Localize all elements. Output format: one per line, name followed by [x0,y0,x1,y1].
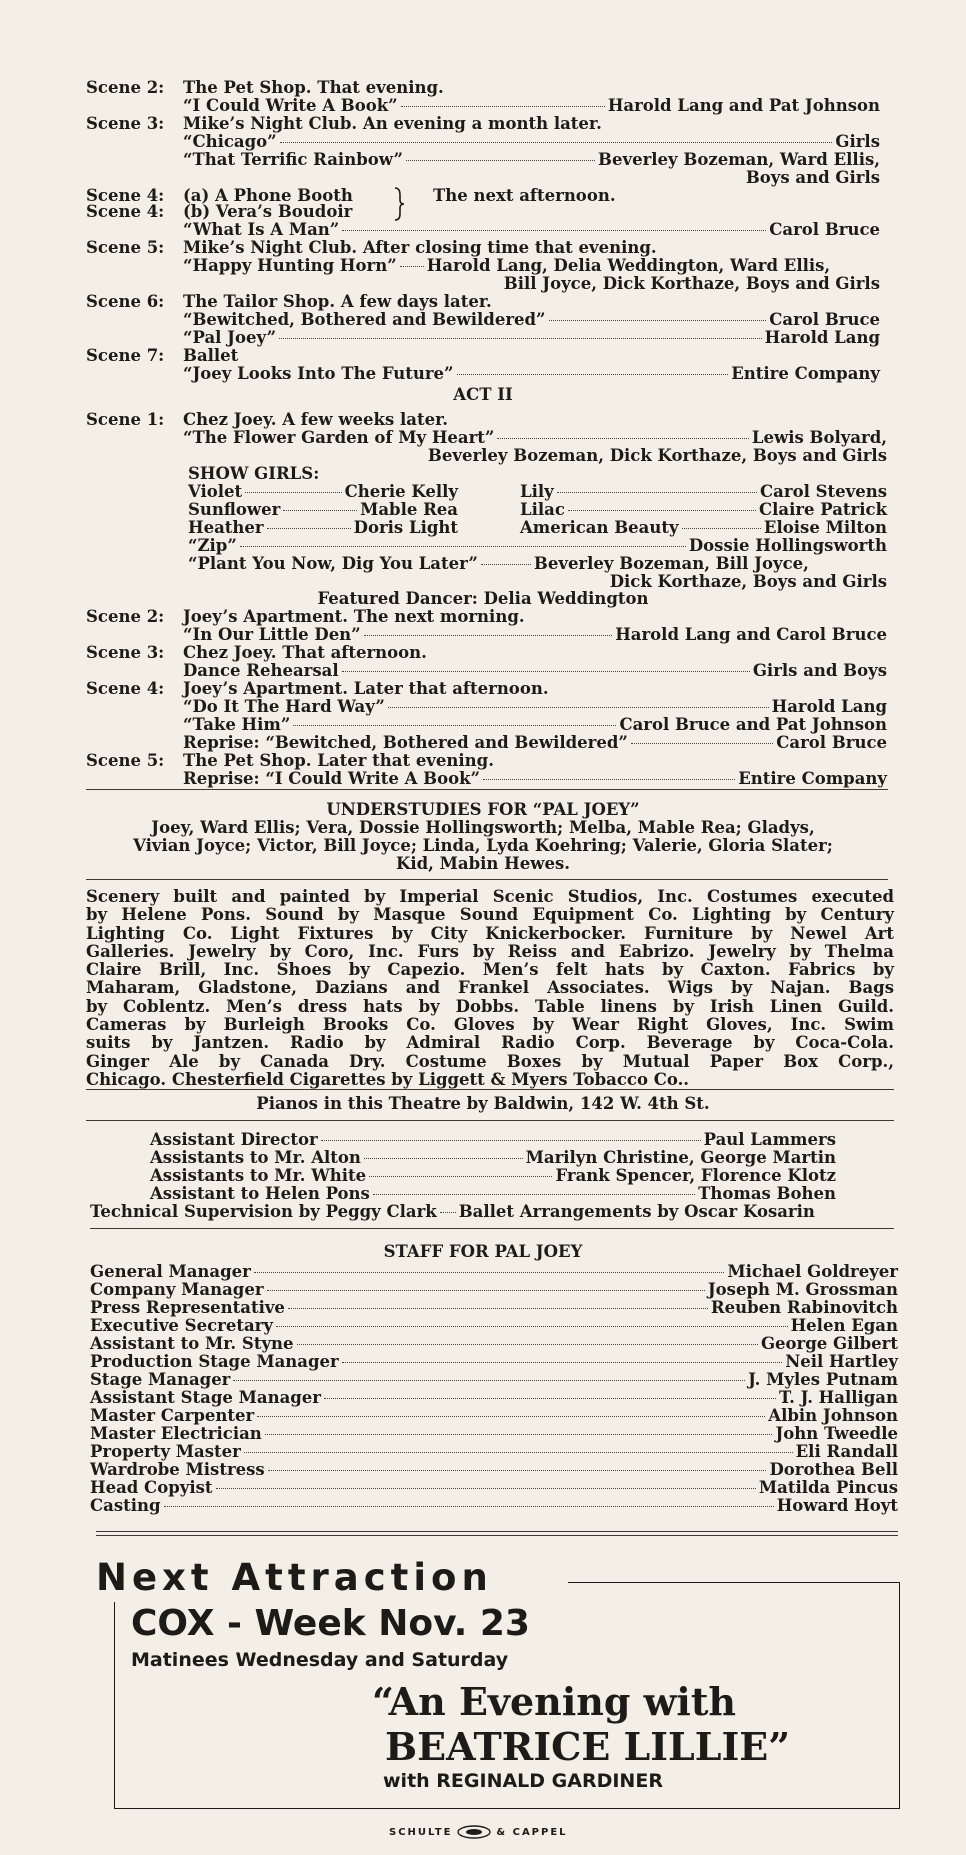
song-performers: Harold Lang [771,697,887,716]
show-girls-heading: SHOW GIRLS: [188,464,320,483]
song-performers: Beverley Bozeman, Dick Korthaze, Boys and Girls [427,446,887,465]
scene-title: Mike’s Night Club. After closing time that evening. [183,238,657,257]
credits-line: by Coblentz. Men’s dress hats by Dobbs. Table linens by Irish Linen Guild. [86,996,894,1016]
staff-name: Dorothea Bell [769,1460,898,1479]
staff-role: Casting [90,1496,161,1515]
staff-row [90,1406,898,1425]
credit-name: Frank Spencer, Florence Klotz [555,1166,836,1185]
scene-title: Joey’s Apartment. The next morning. [183,607,525,626]
staff-role: Wardrobe Mistress [90,1460,265,1479]
staff-row [90,1352,898,1371]
actor-name: Mable Rea [360,500,458,519]
song-line [183,733,887,752]
scene-label: Scene 2: [86,607,165,626]
scene-time-note: The next afternoon. [433,186,616,205]
ad-frame-right [899,1582,900,1809]
cast-line [520,482,887,501]
staff-role: Master Electrician [90,1424,262,1443]
scene-title: Ballet [183,346,239,365]
scene-label: Scene 1: [86,410,165,429]
song-performers: Carol Bruce [769,310,880,329]
credit-name: Ballet Arrangements by Oscar Kosarin [458,1202,815,1221]
staff-name: J. Myles Putnam [748,1370,898,1389]
role-name: American Beauty [520,518,679,537]
scene-label: Scene 5: [86,238,165,257]
show-title-line2: BEATRICE LILLIE” [385,1724,791,1769]
staff-row [90,1496,898,1515]
role-name: Sunflower [188,500,281,519]
credit-line [150,1148,836,1167]
song-line [183,132,880,151]
song-line [183,697,887,716]
staff-role: Company Manager [90,1280,264,1299]
understudies-text: Vivian Joyce; Victor, Bill Joyce; Linda, Lyda Koehring; Valerie, Gloria Slater; [133,836,833,855]
credit-role: Assistants to Mr. White [150,1166,367,1185]
venue-date: COX - Week Nov. 23 [131,1603,530,1644]
staff-role: Stage Manager [90,1370,231,1389]
staff-role: Production Stage Manager [90,1352,339,1371]
scene-title: The Tailor Shop. A few days later. [183,292,492,311]
staff-role: Press Representative [90,1298,285,1317]
song-performers: Lewis Bolyard, [751,428,887,447]
credit-line [90,1202,894,1221]
song-title: “That Terrific Rainbow” [183,150,404,169]
song-line [188,554,887,573]
divider [96,1535,898,1536]
actor-name: Cherie Kelly [344,482,458,501]
song-title: “Take Him” [183,715,291,734]
featured-dancer: Featured Dancer: Delia Weddington [317,589,649,608]
song-title: “Pal Joey” [183,328,277,347]
credit-line [150,1166,836,1185]
next-attraction-heading: Next Attraction [96,1556,493,1599]
staff-role: Assistant Stage Manager [90,1388,321,1407]
staff-role: Property Master [90,1442,241,1461]
song-title: “Chicago” [183,132,277,151]
staff-row [90,1334,898,1353]
printer-mark [389,1825,568,1839]
pianos-credit: Pianos in this Theatre by Baldwin, 142 W. 4th St. [256,1094,710,1113]
staff-row [90,1370,898,1389]
cast-line [520,500,887,519]
song-line [188,536,887,555]
staff-row [90,1262,898,1281]
scene-title: The Pet Shop. That evening. [183,78,444,97]
cast-line [520,518,887,537]
scene-label: Scene 4: [86,186,165,205]
staff-name: T. J. Halligan [779,1388,898,1407]
divider [86,879,888,880]
song-performers: Carol Bruce [769,220,880,239]
song-performers: Carol Bruce and Pat Johnson [619,715,887,734]
song-line [183,220,880,239]
song-performers: Beverley Bozeman, Ward Ellis, [598,150,880,169]
printer-name-right: & CAPPEL [496,1826,568,1838]
song-performers: Dick Korthaze, Boys and Girls [609,572,887,591]
staff-name: John Tweedle [775,1424,898,1443]
scene-label: Scene 4: [86,679,165,698]
staff-role: General Manager [90,1262,251,1281]
song-line [183,715,887,734]
divider [90,1228,894,1229]
song-performers: Beverley Bozeman, Bill Joyce, [533,554,809,573]
song-performers: Bill Joyce, Dick Korthaze, Boys and Girls [503,274,880,293]
actor-name: Doris Light [353,518,458,537]
ad-frame-top [568,1582,900,1583]
song-performers: Entire Company [731,364,880,383]
song-title: “What Is A Man” [183,220,340,239]
song-performers: Harold Lang [764,328,880,347]
understudies-heading: UNDERSTUDIES FOR “PAL JOEY” [326,800,640,819]
song-line [183,769,887,788]
song-title: “The Flower Garden of My Heart” [183,428,495,447]
staff-role: Assistant to Mr. Styne [90,1334,294,1353]
song-performers: Carol Bruce [776,733,887,752]
actor-name: Eloise Milton [763,518,887,537]
scene-label: Scene 6: [86,292,165,311]
staff-row [90,1280,898,1299]
staff-heading: STAFF FOR PAL JOEY [383,1242,583,1261]
divider [86,1120,894,1121]
song-title: “Happy Hunting Horn” [183,256,397,275]
song-line [183,328,880,347]
staff-name: Michael Goldreyer [727,1262,898,1281]
staff-name: Howard Hoyt [776,1496,898,1515]
cast-line [188,482,458,501]
production-credits [86,888,894,1089]
scene-title: Chez Joey. That afternoon. [183,643,427,662]
staff-row [90,1388,898,1407]
staff-name: Reuben Rabinovitch [710,1298,898,1317]
scene-title: The Pet Shop. Later that evening. [183,751,494,770]
staff-name: Helen Egan [790,1316,898,1335]
divider [86,1089,894,1090]
scene-title: Joey’s Apartment. Later that afternoon. [183,679,549,698]
scene-title: (b) Vera’s Boudoir [183,202,353,221]
credits-line: Cameras by Burleigh Brooks Co. Gloves by Wear Right Gloves, Inc. Swim [86,1015,894,1035]
credit-name: Thomas Bohen [698,1184,836,1203]
song-line [183,428,887,447]
scene-label: Scene 7: [86,346,165,365]
divider [96,1531,898,1532]
credits-line: Lighting Co. Light Fixtures by City Knickerbocker. Furniture by Newel Art [86,923,894,943]
song-title: “Bewitched, Bothered and Bewildered” [183,310,546,329]
song-title: “Zip” [188,536,237,555]
staff-name: Eli Randall [795,1442,898,1461]
credits-line: suits by Jantzen. Radio by Admiral Radio Corp. Beverage by Coca-Cola. [86,1033,894,1053]
actor-name: Carol Stevens [760,482,887,501]
co-star: with REGINALD GARDINER [383,1770,663,1792]
divider [86,789,888,790]
song-title: Reprise: “Bewitched, Bothered and Bewildered” [183,733,628,752]
role-name: Lily [520,482,554,501]
credits-line: Scenery built and painted by Imperial Scenic Studios, Inc. Costumes executed [86,887,894,906]
song-line [183,150,880,169]
printer-name-left: SCHULTE [389,1826,453,1838]
song-performers: Harold Lang, Delia Weddington, Ward Ellis, [426,256,831,275]
song-performers: Dossie Hollingsworth [688,536,887,555]
scene-title: Chez Joey. A few weeks later. [183,410,448,429]
scene-label: Scene 2: [86,78,165,97]
song-title: “In Our Little Den” [183,625,361,644]
understudies-text: Joey, Ward Ellis; Vera, Dossie Hollingsworth; Melba, Mable Rea; Gladys, [151,818,815,837]
ad-frame-left [114,1602,115,1809]
actor-name: Claire Patrick [758,500,887,519]
understudies-text: Kid, Mabin Hewes. [396,854,570,873]
song-line [183,310,880,329]
song-performers: Girls and Boys [752,661,887,680]
credit-name: Marilyn Christine, George Martin [525,1148,836,1167]
scene-label: Scene 4: [86,202,165,221]
cast-line [188,518,458,537]
song-performers: Girls [835,132,880,151]
credit-role: Technical Supervision by Peggy Clark [90,1202,437,1221]
staff-row [90,1442,898,1461]
song-performers: Harold Lang and Carol Bruce [615,625,887,644]
staff-role: Executive Secretary [90,1316,273,1335]
staff-row [90,1478,898,1497]
staff-row [90,1316,898,1335]
credits-line: Ginger Ale by Canada Dry. Costume Boxes by Mutual Paper Box Corp., [86,1051,894,1071]
role-name: Violet [188,482,243,501]
scene-title: (a) A Phone Booth [183,186,353,205]
show-title-line1: “An Evening with [372,1679,737,1724]
song-performers: Harold Lang and Pat Johnson [607,96,880,115]
staff-row [90,1298,898,1317]
song-line [183,96,880,115]
scene-label: Scene 3: [86,114,165,133]
staff-name: George Gilbert [760,1334,898,1353]
song-title: “I Could Write A Book” [183,96,398,115]
song-line [183,625,887,644]
staff-row [90,1460,898,1479]
song-title: Reprise: “I Could Write A Book” [183,769,481,788]
song-line [183,661,887,680]
cast-line [188,500,458,519]
role-name: Heather [188,518,264,537]
credit-role: Assistants to Mr. Alton [150,1148,361,1167]
song-title: “Plant You Now, Dig You Later” [188,554,478,573]
song-title: “Do It The Hard Way” [183,697,385,716]
credit-name: Paul Lammers [703,1130,836,1149]
credit-line [150,1184,836,1203]
scene-label: Scene 3: [86,643,165,662]
staff-role: Master Carpenter [90,1406,255,1425]
staff-name: Albin Johnson [768,1406,898,1425]
credits-line: Chicago. Chesterfield Cigarettes by Liggett & Myers Tobacco Co.. [86,1069,690,1089]
song-performers: Boys and Girls [745,168,880,187]
act-heading: ACT II [453,385,513,404]
staff-name: Neil Hartley [785,1352,898,1371]
staff-role: Head Copyist [90,1478,213,1497]
brace-icon [392,186,406,222]
song-title: Dance Rehearsal [183,661,339,680]
song-line [183,364,880,383]
scene-title: Mike’s Night Club. An evening a month later. [183,114,602,133]
staff-name: Matilda Pincus [758,1478,898,1497]
role-name: Lilac [520,500,565,519]
ad-frame-bottom [114,1808,900,1809]
credit-role: Assistant to Helen Pons [150,1184,370,1203]
credits-line: Claire Brill, Inc. Shoes by Capezio. Men’s felt hats by Caxton. Fabrics by [86,960,894,980]
scene-label: Scene 5: [86,751,165,770]
staff-row [90,1424,898,1443]
song-line [183,256,880,275]
matinees-note: Matinees Wednesday and Saturday [131,1649,509,1671]
credit-role: Assistant Director [150,1130,318,1149]
song-performers: Entire Company [738,769,887,788]
credit-line [150,1130,836,1149]
credits-line: Maharam, Gladstone, Dazians and Frankel Associates. Wigs by Najan. Bags [86,978,894,998]
song-title: “Joey Looks Into The Future” [183,364,454,383]
staff-name: Joseph M. Grossman [707,1280,898,1299]
credits-line: Galleries. Jewelry by Coro, Inc. Furs by Reiss and Eabrizo. Jewelry by Thelma [86,941,894,961]
credits-line: by Helene Pons. Sound by Masque Sound Equipment Co. Lighting by Century [86,905,894,925]
printer-logo-icon [456,1825,492,1839]
